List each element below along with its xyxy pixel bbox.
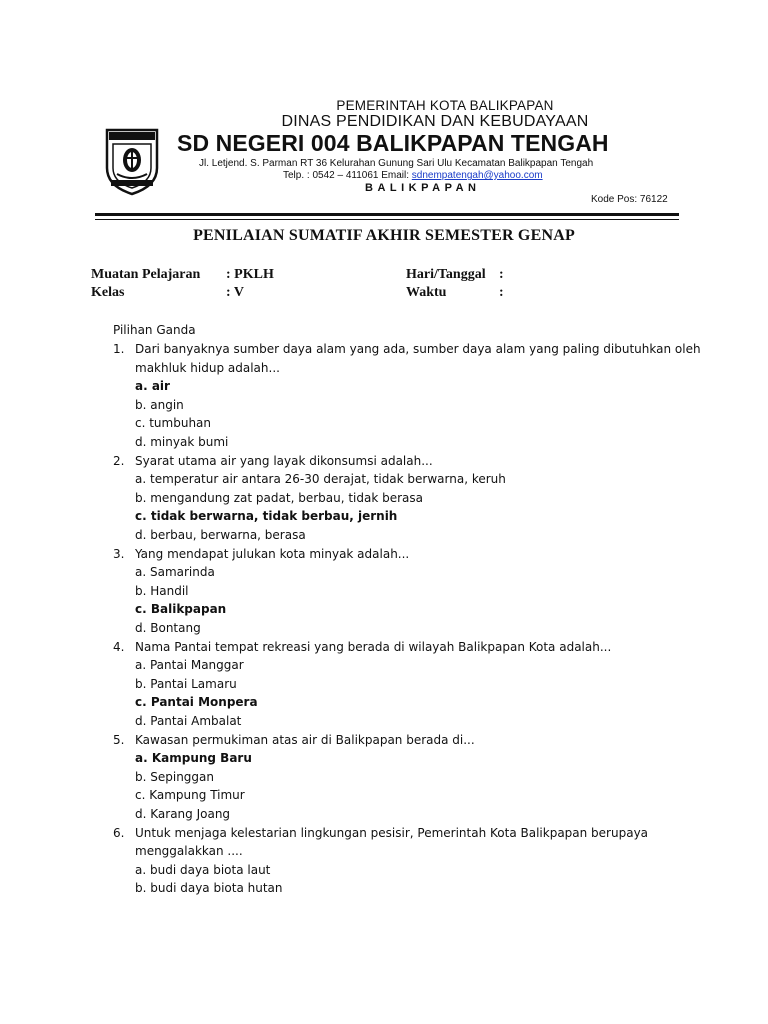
date-label: Hari/Tanggal: [406, 267, 486, 282]
class-label: Kelas: [91, 285, 125, 300]
class-value: : V: [226, 285, 245, 300]
answer-option: d. minyak bumi: [135, 435, 229, 449]
letterhead-divider-thick: [95, 213, 679, 216]
section-heading: Pilihan Ganda: [113, 323, 196, 337]
letterhead-divider-thin: [95, 219, 679, 220]
question-number: 1.: [113, 342, 125, 356]
question-number: 4.: [113, 639, 125, 654]
answer-option: b. Sepinggan: [135, 769, 214, 784]
question-text: Syarat utama air yang layak dikonsumsi adalah...: [135, 453, 433, 468]
answer-option: a. temperatur air antara 26-30 derajat, tidak berwarna, keruh: [135, 472, 506, 487]
answer-option-correct: c. tidak berwarna, tidak berbau, jernih: [135, 509, 398, 524]
question-text: Nama Pantai tempat rekreasi yang berada di wilayah Balikpapan Kota adalah...: [135, 639, 612, 654]
postal-code: Kode Pos: 76122: [591, 194, 668, 205]
question-text: Untuk menjaga kelestarian lingkungan pesisir, Pemerintah Kota Balikpapan berupaya: [135, 825, 649, 840]
subject-label: Muatan Pelajaran: [91, 267, 201, 282]
answer-option-correct: c. Balikpapan: [135, 602, 227, 617]
department-name: DINAS PENDIDIKAN DAN KEBUDAYAAN: [281, 113, 589, 130]
email-link[interactable]: sdnempatengah@yahoo.com: [411, 170, 543, 181]
answer-option: d. Karang Joang: [135, 807, 231, 821]
answer-option-correct: a. Kampung Baru: [135, 751, 252, 766]
question-number: 3.: [113, 546, 125, 561]
answer-option: d. Pantai Ambalat: [135, 714, 242, 728]
question-number: 2.: [113, 453, 125, 468]
answer-option: c. Kampung Timur: [135, 788, 245, 803]
question-text: makhluk hidup adalah...: [135, 360, 280, 375]
answer-option: b. budi daya biota hutan: [135, 881, 283, 896]
answer-option: a. Pantai Manggar: [135, 658, 244, 673]
answer-option: a. Samarinda: [135, 565, 215, 580]
answer-option: c. tumbuhan: [135, 416, 212, 431]
government-name: PEMERINTAH KOTA BALIKPAPAN: [336, 98, 554, 113]
school-address: Jl. Letjend. S. Parman RT 36 Kelurahan Gunung Sari Ulu Kecamatan Balikpapan Tengah: [199, 158, 594, 169]
answer-option: b. Pantai Lamaru: [135, 676, 237, 691]
city-emblem-icon: [103, 124, 161, 196]
telephone-text: Telp. : 0542 – 411061 Email:: [283, 170, 412, 181]
question-number: 5.: [113, 732, 125, 747]
time-value: :: [499, 285, 504, 300]
subject-value: : PKLH: [226, 267, 274, 282]
answer-option: b. angin: [135, 397, 184, 412]
city-name: BALIKPAPAN: [365, 182, 481, 194]
answer-option: b. Handil: [135, 583, 189, 598]
question-text: menggalakkan ....: [135, 844, 243, 859]
question-text: Kawasan permukiman atas air di Balikpapan berada di...: [135, 732, 475, 747]
letterhead: [95, 96, 685, 216]
time-label: Waktu: [406, 285, 447, 300]
answer-option: d. berbau, berwarna, berasa: [135, 528, 306, 542]
school-contact: [283, 170, 543, 181]
answer-option: a. budi daya biota laut: [135, 862, 271, 877]
answer-option-correct: a. air: [135, 379, 170, 394]
school-name: SD NEGERI 004 BALIKPAPAN TENGAH: [177, 130, 609, 156]
answer-option: b. mengandung zat padat, berbau, tidak berasa: [135, 490, 424, 505]
date-value: :: [499, 267, 504, 282]
question-text: Dari banyaknya sumber daya alam yang ada, sumber daya alam yang paling dibutuhkan oleh: [135, 342, 701, 356]
answer-option-correct: c. Pantai Monpera: [135, 695, 258, 710]
answer-option: d. Bontang: [135, 621, 201, 635]
exam-title: PENILAIAN SUMATIF AKHIR SEMESTER GENAP: [193, 227, 575, 244]
question-text: Yang mendapat julukan kota minyak adalah...: [135, 546, 410, 561]
question-number: 6.: [113, 825, 125, 840]
